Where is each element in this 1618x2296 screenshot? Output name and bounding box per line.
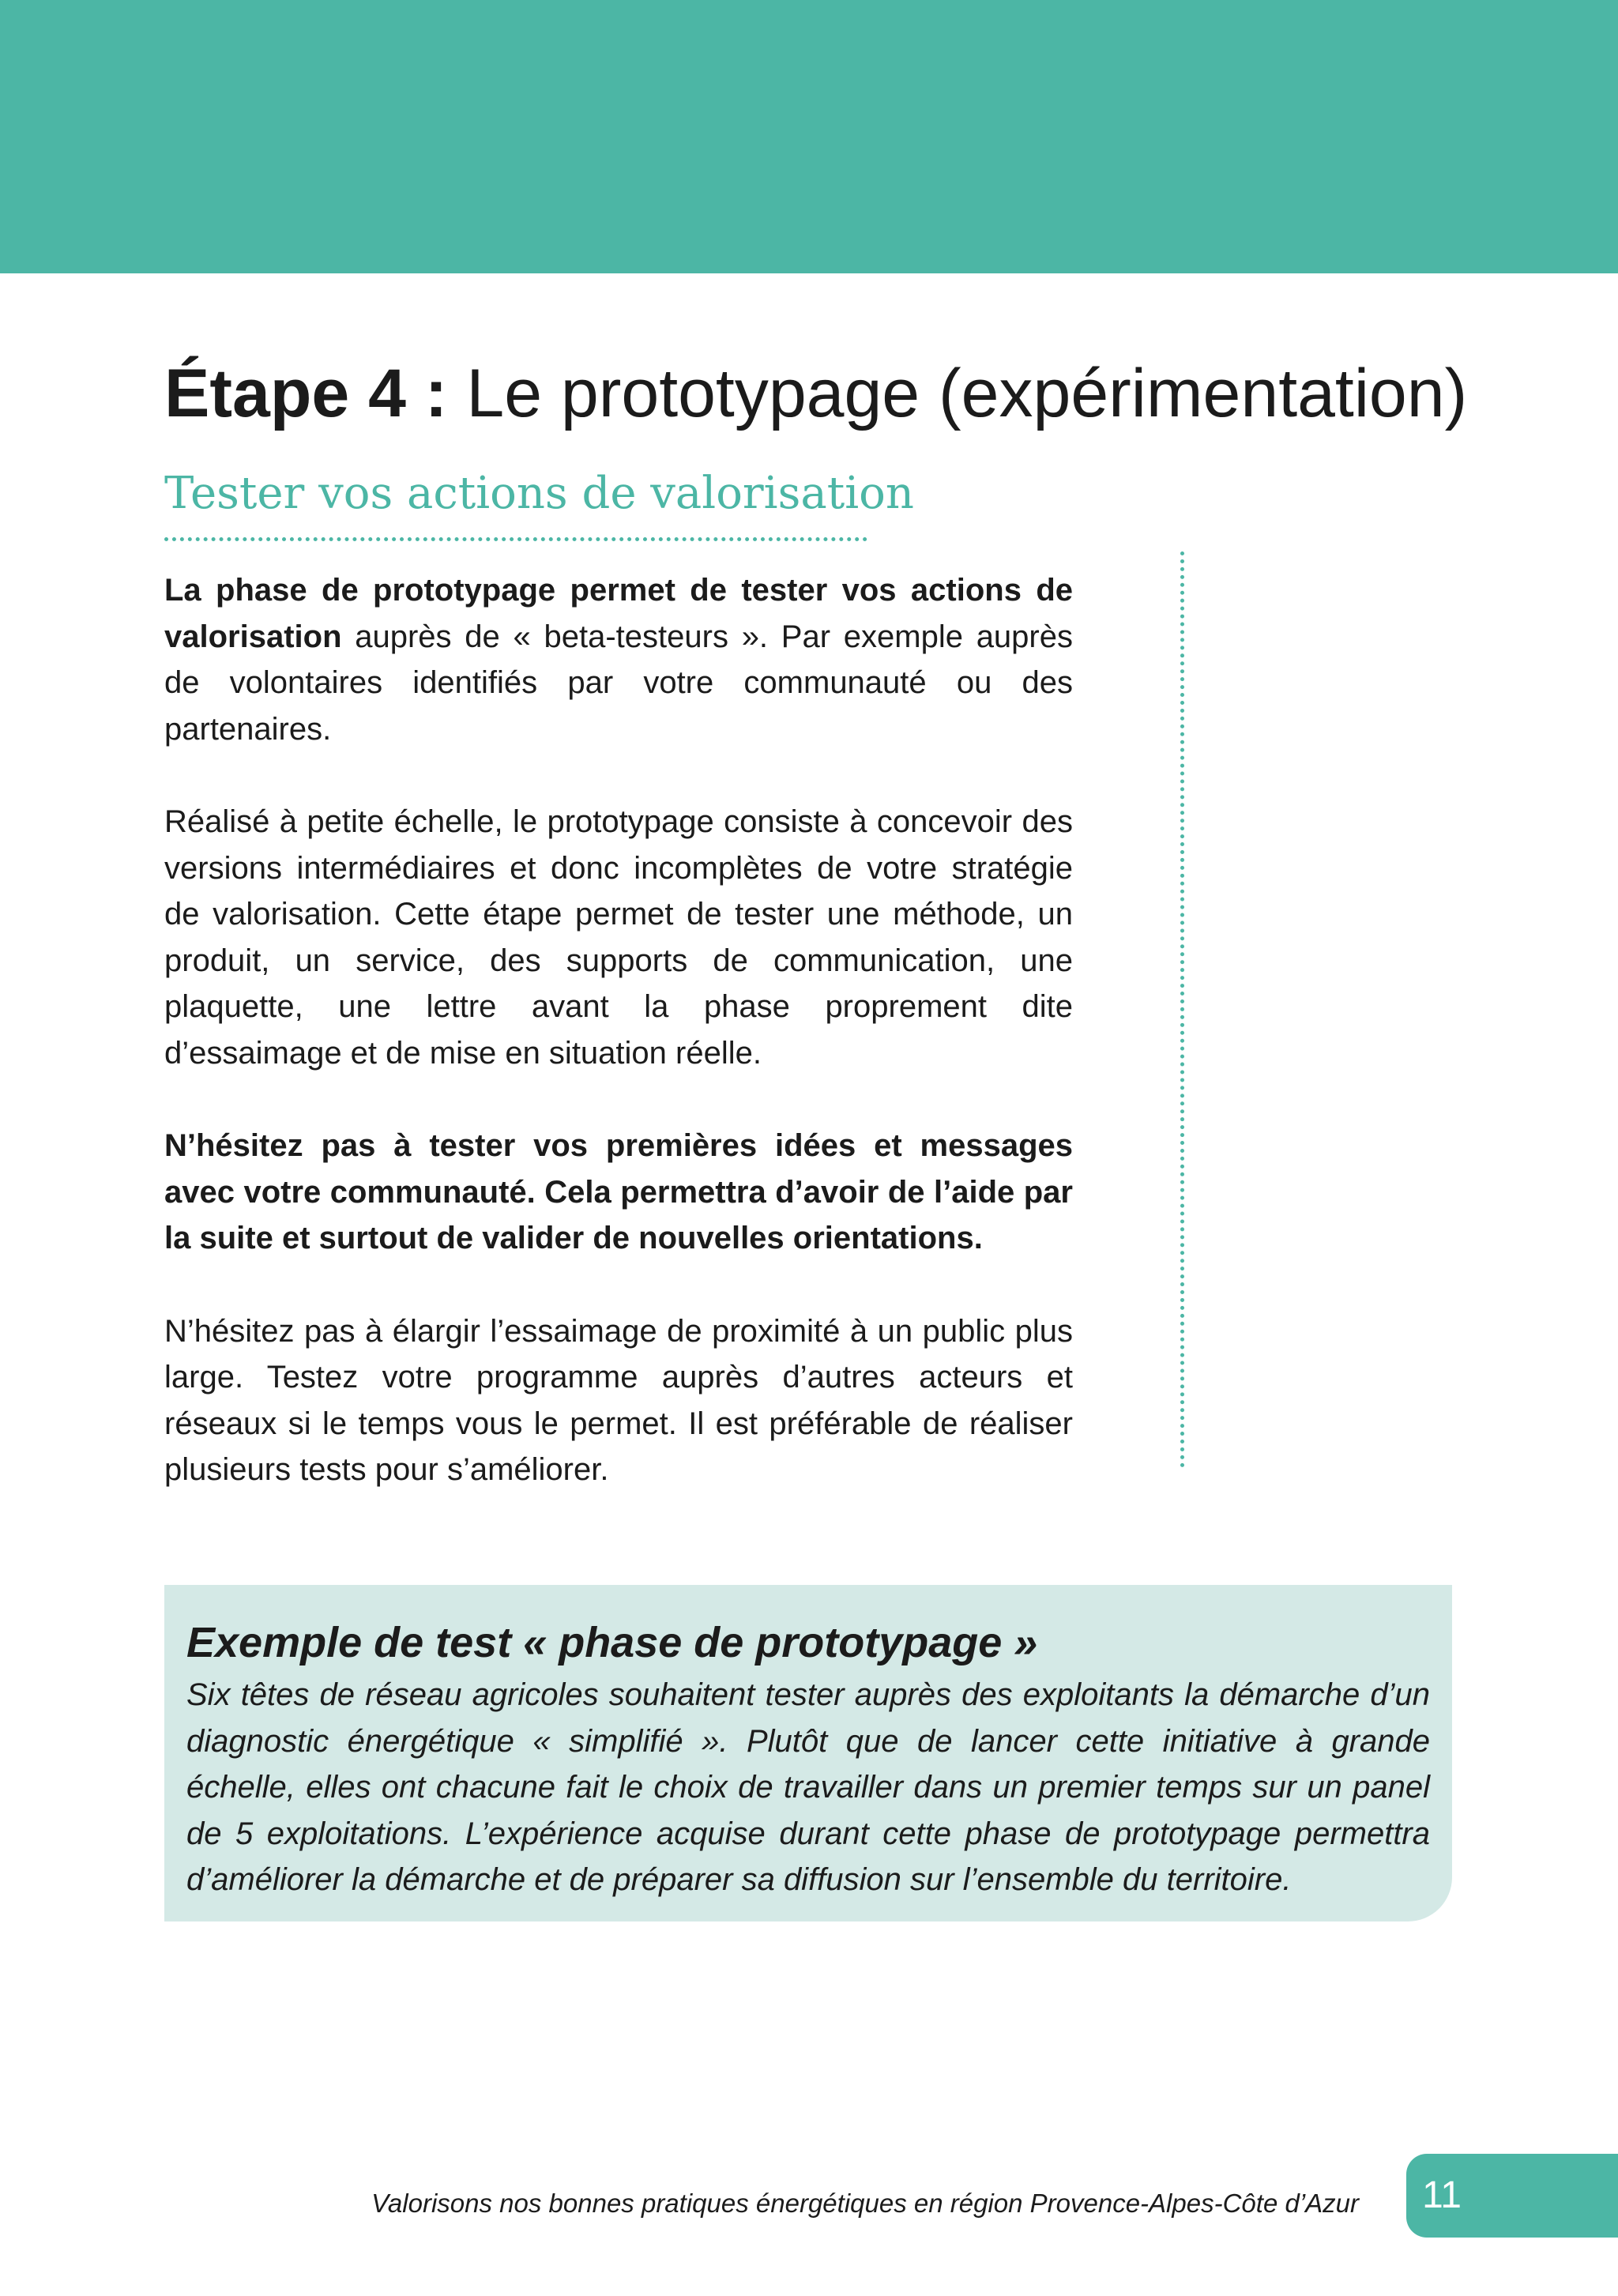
page-number: 11 bbox=[1422, 2174, 1462, 2216]
example-text: Six têtes de réseau agricoles souhaitent tester auprès des exploitants la démarche d’un diagnostic énergétique « simplifié ». Plutôt que de lancer cette initiative à grande échelle, elles ont chacune fait le choix de travailler dans un premier temps sur un panel de 5 exploitations. L’expérience acquise durant cette phase de prototypage permettra d’améliorer la démarche et de préparer sa diffusion sur l’ensemble du territoire. bbox=[186, 1677, 1430, 1898]
example-title: Exemple de test « phase de prototypage » bbox=[186, 1619, 1038, 1666]
paragraph-intro-bold: La phase de prototypage permet de tester vos actions de valorisation bbox=[164, 573, 1073, 654]
paragraph-prototyping: Réalisé à petite échelle, le prototypage consiste à concevoir des versions intermédiaires et donc incomplètes de votre stratégie de valorisation. Cette étape permet de tester une méthode, un produit, un service, des supports de communication, une plaquette, une lettre avant la phase proprement dite d’essaimage et de mise en situation réelle. bbox=[164, 804, 1073, 1071]
subtitle-dotted-divider bbox=[164, 537, 867, 541]
paragraph-advice bbox=[164, 1123, 1073, 1262]
section-subtitle: Tester vos actions de valorisation bbox=[164, 468, 914, 519]
page-number-tab bbox=[1406, 2154, 1618, 2238]
step-label: Étape 4 : bbox=[164, 356, 448, 431]
paragraph-intro bbox=[164, 567, 1073, 752]
paragraph-advice-bold: N’hésitez pas à tester vos premières idées et messages avec votre communauté. Cela permettra d’avoir de l’aide par la suite et surtout de valider de nouvelles orientations. bbox=[164, 1128, 1073, 1256]
page-title bbox=[164, 346, 1507, 441]
example-callout-box bbox=[164, 1585, 1452, 1921]
paragraph-intro-rest: auprès de « beta-testeurs ». Par exemple auprès de volontaires identifiés par votre communauté ou des partenaires. bbox=[164, 619, 1073, 747]
vertical-dotted-divider bbox=[1180, 551, 1184, 1468]
body-text-column bbox=[164, 567, 1073, 1539]
paragraph-broaden: N’hésitez pas à élargir l’essaimage de proximité à un public plus large. Testez votre programme auprès d’autres acteurs et réseaux si le temps vous le permet. Il est préférable de réaliser plusieurs tests pour s’améliorer. bbox=[164, 1313, 1073, 1488]
header-band bbox=[0, 0, 1618, 273]
footer-caption: Valorisons nos bonnes pratiques énergétiques en région Provence-Alpes-Côte d’Azur bbox=[371, 2189, 1359, 2218]
step-title: Le prototypage (expérimentation) bbox=[466, 356, 1468, 431]
